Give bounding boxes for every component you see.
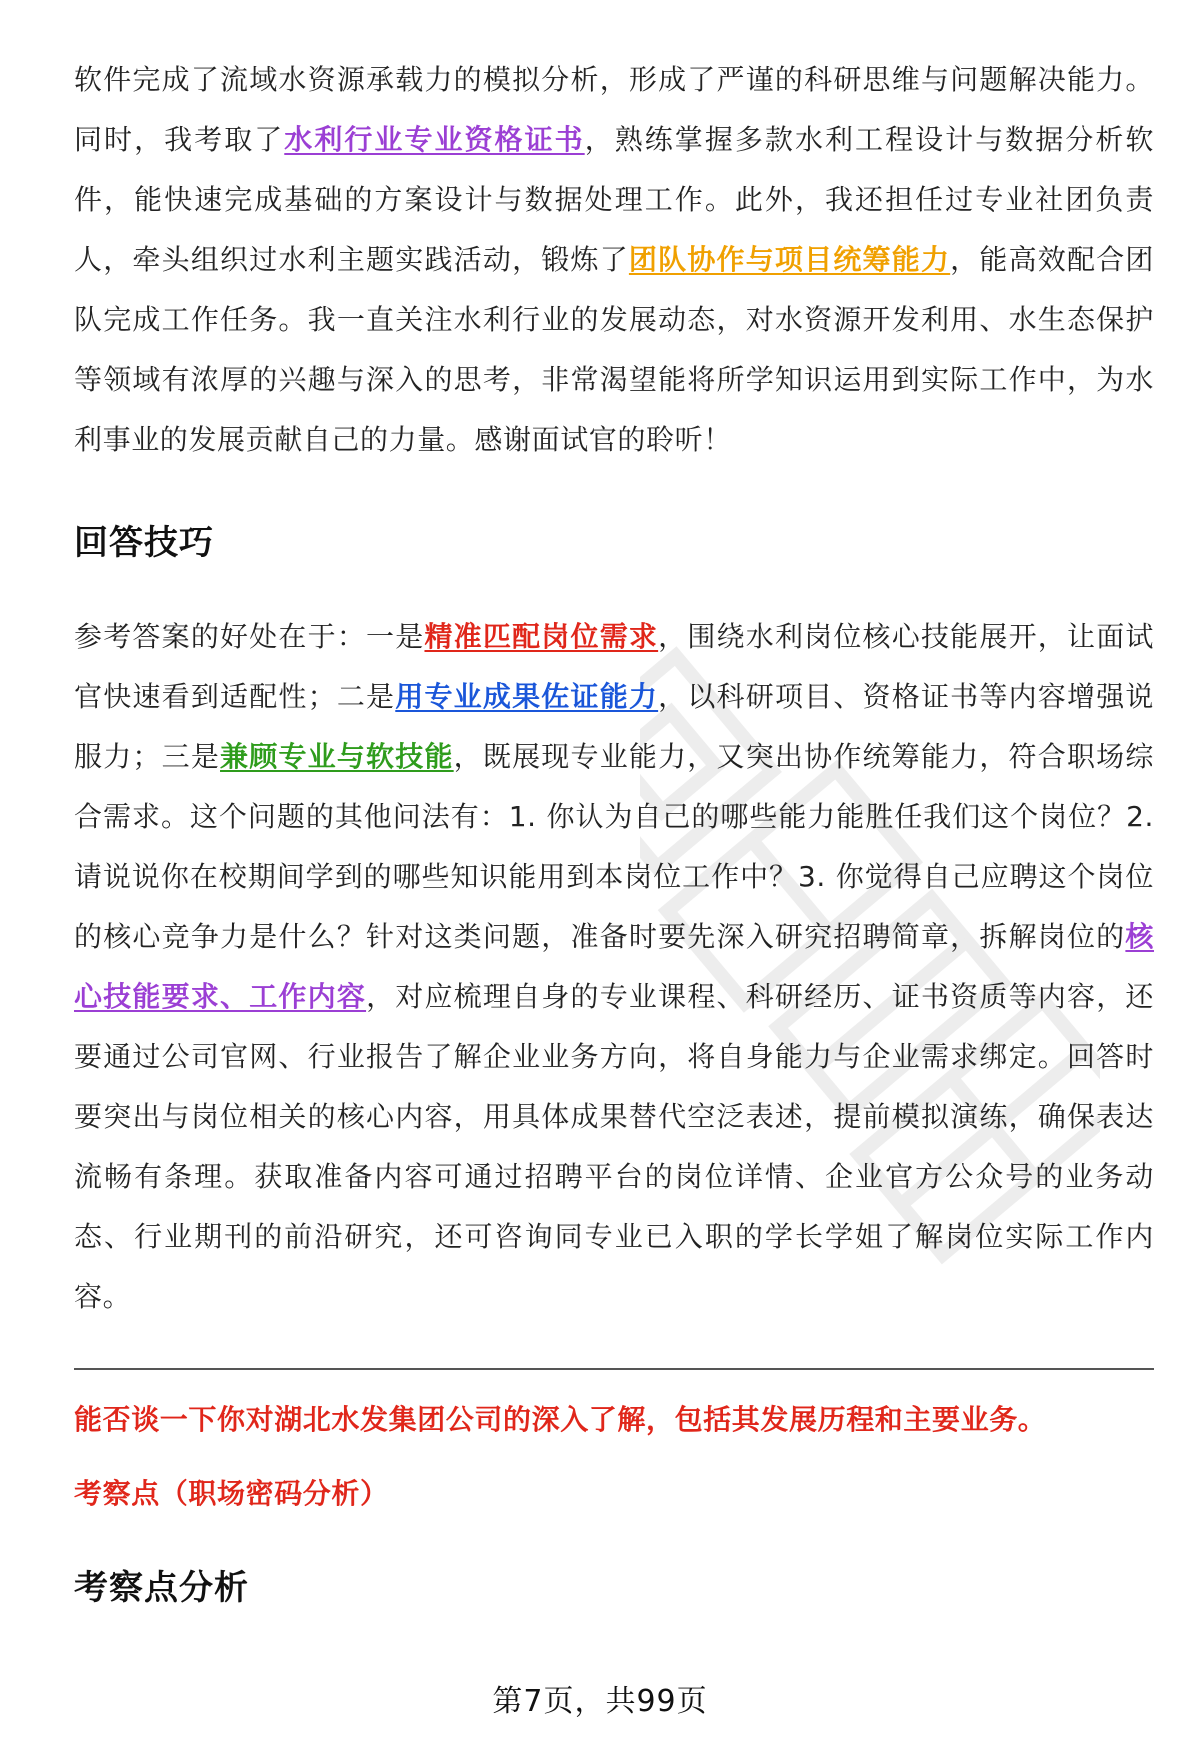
answer-tips-paragraph xyxy=(74,607,1154,1327)
section-divider xyxy=(74,1368,1154,1370)
text-segment: ，熟练掌握多款水利工程设计与数据分析软件，能快速完成基础的方案设计与数据处理工作。此外，我还担任过专业社团负责人，牵头组织过水利主题实践活动，锻炼了 xyxy=(74,123,1154,276)
text-segment: ，能高效配合团队完成工作任务。我一直关注水利行业的发展动态，对水资源开发利用、水生态保护等领域有浓厚的兴趣与深入的思考，非常渴望能将所学知识运用到实际工作中，为水利事业的发展贡献自己的力量。感谢面试官的聆听！ xyxy=(74,243,1155,456)
highlight-soft-skills: 兼顾专业与软技能 xyxy=(220,740,454,773)
interview-question: 能否谈一下你对湖北水发集团公司的深入了解，包括其发展历程和主要业务。 xyxy=(74,1403,1047,1436)
text-segment: ，以科研项目、资格证书等内容增强说服力；三是 xyxy=(74,680,1155,773)
highlight-prove-ability: 用专业成果佐证能力 xyxy=(395,680,659,713)
text-segment: ，对应梳理自身的专业课程、科研经历、证书资质等内容，还要通过公司官网、行业报告了解企业业务方向，将自身能力与企业需求绑定。回答时要突出与岗位相关的核心内容，用具体成果替代空泛表述，提前模拟演练，确保表达流畅有条理。获取准备内容可通过招聘平台的岗位详情、企业官方公众号的业务动态、行业期刊的前沿研究，还可咨询同专业已入职的学长学姐了解岗位实际工作内容。 xyxy=(74,980,1154,1313)
question-subtitle: 考察点（职场密码分析） xyxy=(74,1477,389,1510)
page-number-footer: 第7页，共99页 xyxy=(492,1684,708,1719)
text-segment: ，围绕水利岗位核心技能展开，让面试官快速看到适配性；二是 xyxy=(74,620,1155,713)
section-title-analysis: 考察点分析 xyxy=(74,1568,249,1608)
highlight-match-job: 精准匹配岗位需求 xyxy=(424,620,659,653)
text-segment: 参考答案的好处在于：一是 xyxy=(74,620,425,653)
text-segment: ，既展现专业能力，又突出协作统筹能力，符合职场综合需求。这个问题的其他问法有：1. 你认为自己的哪些能力能胜任我们这个岗位？2. 请说说你在校期间学到的哪些知识能用到本岗位工作中？3. 你觉得自己应聘这个岗位的核心竞争力是什么？针对这类问题，准备时要先深入研究招聘简章，拆解岗位的 xyxy=(74,740,1154,953)
highlight-teamwork: 团队协作与项目统筹能力 xyxy=(628,243,951,276)
highlight-core-skills: 核心技能要求、工作内容 xyxy=(74,920,1154,1013)
section-title-answer-tips: 回答技巧 xyxy=(74,523,214,563)
text-segment: 软件完成了流域水资源承载力的模拟分析，形成了严谨的科研思维与问题解决能力。同时，我考取了 xyxy=(74,63,1154,156)
intro-answer-paragraph xyxy=(74,50,1154,470)
highlight-certificate: 水利行业专业资格证书 xyxy=(284,123,585,156)
